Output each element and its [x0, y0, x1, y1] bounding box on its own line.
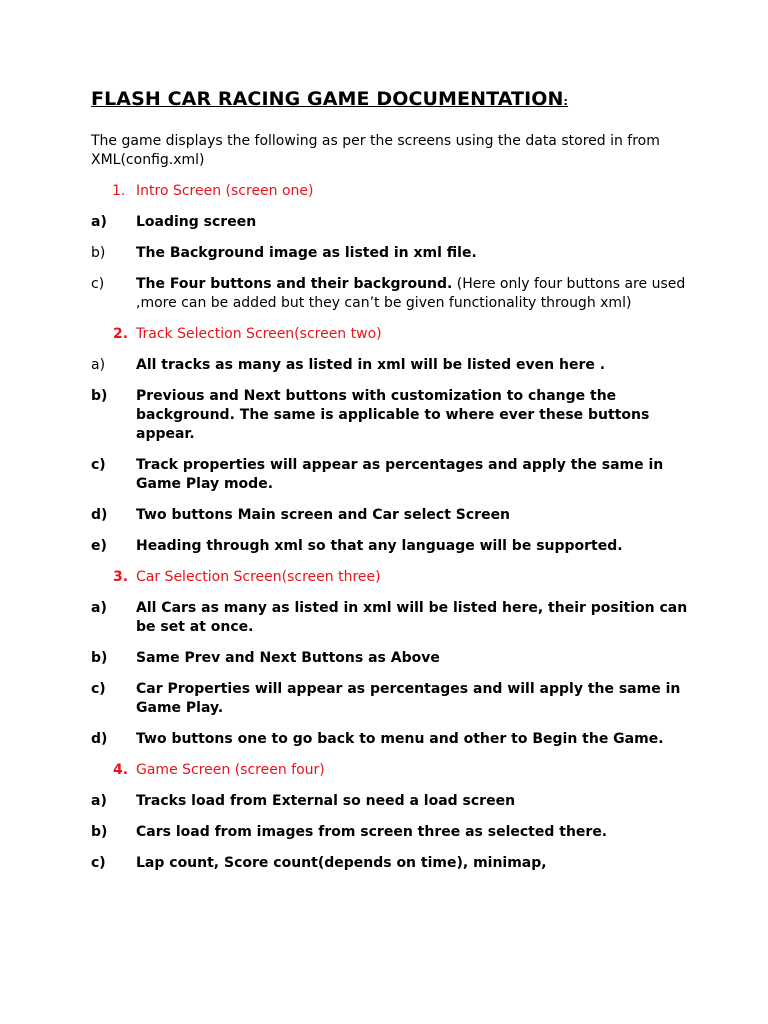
list-marker: c)	[91, 681, 106, 697]
list-marker: b)	[91, 650, 108, 666]
list-text: Loading screen	[136, 214, 257, 230]
list-text: Heading through xml so that any language will be supported.	[136, 538, 623, 554]
list-text: All Cars as many as listed in xml will be listed here, their position can be set at once.	[136, 600, 688, 635]
list-marker: a)	[91, 357, 106, 373]
list-marker: b)	[91, 245, 106, 261]
list-text: Cars load from images from screen three as selected there.	[136, 824, 608, 840]
list-item	[91, 356, 691, 375]
list-item	[91, 823, 691, 842]
list-marker: c)	[91, 276, 105, 292]
list-marker: c)	[91, 855, 106, 871]
section-heading-2	[91, 325, 691, 344]
list-item	[91, 456, 691, 494]
section-number: 4.	[113, 762, 129, 778]
list-marker: e)	[91, 538, 107, 554]
section-heading-1	[91, 182, 691, 201]
list-text: Two buttons Main screen and Car select Screen	[136, 507, 511, 523]
list-item	[91, 730, 691, 749]
document-page	[91, 88, 691, 885]
list-text: Tracks load from External so need a load screen	[136, 793, 516, 809]
section-title: Game Screen (screen four)	[136, 762, 325, 778]
section-title: Track Selection Screen(screen two)	[136, 326, 382, 342]
list-text: Previous and Next buttons with customization to change the background. The same is applicable to where ever these buttons appear.	[136, 388, 650, 442]
list-marker: a)	[91, 214, 107, 230]
list-marker: c)	[91, 457, 106, 473]
list-marker: a)	[91, 793, 107, 809]
list-text: The Four buttons and their background.	[136, 276, 453, 292]
section-heading-3	[91, 568, 691, 587]
list-item	[91, 537, 691, 556]
title-text: FLASH CAR RACING GAME DOCUMENTATION	[91, 88, 564, 110]
list-note: (Here only four buttons are used ,more can be added but they can’t be given functionality through xml)	[136, 276, 686, 311]
section-heading-4	[91, 761, 691, 780]
section-number: 2.	[113, 326, 129, 342]
list-marker: d)	[91, 731, 108, 747]
section-title: Car Selection Screen(screen three)	[136, 569, 381, 585]
list-text: All tracks as many as listed in xml will be listed even here .	[136, 357, 606, 373]
list-item	[91, 649, 691, 668]
list-item	[91, 792, 691, 811]
section-title: Intro Screen (screen one)	[136, 183, 314, 199]
list-item	[91, 506, 691, 525]
list-item	[91, 213, 691, 232]
list-item	[91, 387, 691, 444]
list-text: Car Properties will appear as percentages and will apply the same in Game Play.	[136, 681, 681, 716]
list-text: Two buttons one to go back to menu and other to Begin the Game.	[136, 731, 664, 747]
section-number: 1.	[112, 183, 126, 199]
document-title	[91, 88, 691, 110]
list-text: Track properties will appear as percentages and apply the same in Game Play mode.	[136, 457, 664, 492]
list-item	[91, 680, 691, 718]
list-text: Lap count, Score count(depends on time), minimap,	[136, 855, 547, 871]
list-text: Same Prev and Next Buttons as Above	[136, 650, 440, 666]
list-item	[91, 599, 691, 637]
list-text: The Background image as listed in xml file.	[136, 245, 477, 261]
list-item	[91, 854, 691, 873]
intro-paragraph: The game displays the following as per the screens using the data stored in from XML(config.xml)	[91, 133, 660, 168]
list-item	[91, 244, 691, 263]
section-number: 3.	[113, 569, 129, 585]
list-marker: d)	[91, 507, 108, 523]
list-marker: b)	[91, 824, 108, 840]
list-item	[91, 275, 691, 313]
title-colon: :	[563, 95, 569, 108]
list-marker: b)	[91, 388, 108, 404]
list-marker: a)	[91, 600, 107, 616]
